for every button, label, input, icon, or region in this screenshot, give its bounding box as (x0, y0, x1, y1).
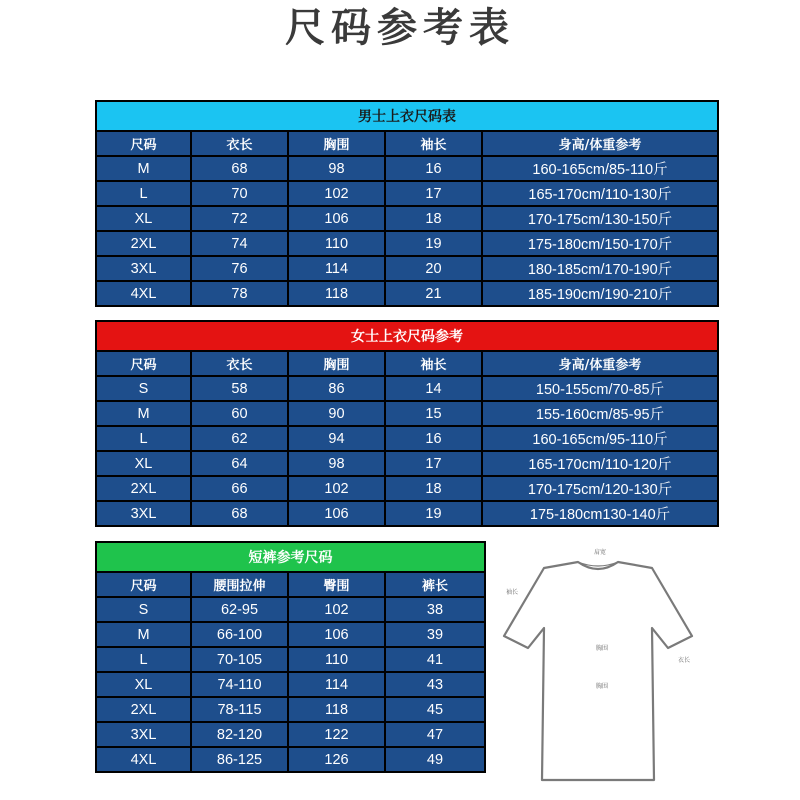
table-row (96, 256, 718, 281)
women-size-table (95, 320, 719, 527)
table-cell: 15 (385, 401, 482, 426)
table-cell: 64 (191, 451, 288, 476)
table-cell: 62-95 (191, 597, 288, 622)
chest-label: 胸围 (596, 645, 609, 652)
table-cell: 3XL (96, 722, 191, 747)
table-cell: 118 (288, 697, 385, 722)
table-cell: 106 (288, 206, 385, 231)
table-row (96, 206, 718, 231)
table-cell: 70-105 (191, 647, 288, 672)
table-cell: 2XL (96, 231, 191, 256)
table-cell: 106 (288, 501, 385, 526)
column-header: 裤长 (385, 572, 485, 597)
table-cell: 76 (191, 256, 288, 281)
table-row (96, 476, 718, 501)
table-cell: 18 (385, 476, 482, 501)
table-cell: 66-100 (191, 622, 288, 647)
tshirt-outline-icon (504, 562, 692, 780)
table-cell: XL (96, 672, 191, 697)
table-cell: 170-175cm/130-150斤 (482, 206, 718, 231)
table-cell: XL (96, 206, 191, 231)
shorts-table-title: 短裤参考尺码 (96, 542, 485, 572)
table-row (96, 722, 485, 747)
table-cell: 98 (288, 451, 385, 476)
women-header-row (96, 351, 718, 376)
table-cell: 74 (191, 231, 288, 256)
table-cell: 20 (385, 256, 482, 281)
column-header: 衣长 (191, 351, 288, 376)
table-cell: 165-170cm/110-130斤 (482, 181, 718, 206)
table-cell: 19 (385, 501, 482, 526)
table-row (96, 647, 485, 672)
table-cell: 49 (385, 747, 485, 772)
table-cell: M (96, 401, 191, 426)
chest-label-lower: 胸围 (596, 683, 609, 690)
table-cell: 86-125 (191, 747, 288, 772)
table-cell: 14 (385, 376, 482, 401)
table-cell: 114 (288, 256, 385, 281)
table-cell: M (96, 156, 191, 181)
table-cell: 175-180cm/150-170斤 (482, 231, 718, 256)
table-cell: 102 (288, 476, 385, 501)
table-cell: 58 (191, 376, 288, 401)
column-header: 身高/体重参考 (482, 131, 718, 156)
men-size-table (95, 100, 719, 307)
table-cell: 70 (191, 181, 288, 206)
table-cell: 122 (288, 722, 385, 747)
table-cell: 110 (288, 231, 385, 256)
table-row (96, 747, 485, 772)
table-cell: 41 (385, 647, 485, 672)
table-cell: 38 (385, 597, 485, 622)
table-row (96, 501, 718, 526)
column-header: 臀围 (288, 572, 385, 597)
table-cell: 175-180cm130-140斤 (482, 501, 718, 526)
table-cell: 16 (385, 156, 482, 181)
table-row (96, 622, 485, 647)
table-cell: 110 (288, 647, 385, 672)
table-cell: 170-175cm/120-130斤 (482, 476, 718, 501)
table-row (96, 156, 718, 181)
table-cell: 185-190cm/190-210斤 (482, 281, 718, 306)
table-cell: 68 (191, 501, 288, 526)
table-cell: 19 (385, 231, 482, 256)
table-cell: 68 (191, 156, 288, 181)
men-table-title: 男士上衣尺码表 (96, 101, 718, 131)
table-cell: 94 (288, 426, 385, 451)
column-header: 尺码 (96, 351, 191, 376)
table-cell: 72 (191, 206, 288, 231)
table-cell: 86 (288, 376, 385, 401)
table-row (96, 231, 718, 256)
table-row (96, 181, 718, 206)
table-cell: 17 (385, 181, 482, 206)
shoulder-width-label: 肩宽 (594, 549, 607, 556)
table-row (96, 672, 485, 697)
table-row (96, 451, 718, 476)
sleeve-length-label: 袖长 (506, 589, 519, 596)
table-cell: 160-165cm/85-110斤 (482, 156, 718, 181)
table-cell: M (96, 622, 191, 647)
table-cell: 102 (288, 597, 385, 622)
table-cell: 66 (191, 476, 288, 501)
table-cell: 45 (385, 697, 485, 722)
women-table-title: 女士上衣尺码参考 (96, 321, 718, 351)
column-header: 腰围拉伸 (191, 572, 288, 597)
table-cell: 2XL (96, 697, 191, 722)
men-header-row (96, 131, 718, 156)
table-cell: S (96, 597, 191, 622)
table-cell: XL (96, 451, 191, 476)
table-cell: 3XL (96, 256, 191, 281)
table-cell: L (96, 647, 191, 672)
table-cell: L (96, 181, 191, 206)
table-cell: 74-110 (191, 672, 288, 697)
table-cell: 3XL (96, 501, 191, 526)
table-cell: L (96, 426, 191, 451)
table-cell: 47 (385, 722, 485, 747)
table-cell: 82-120 (191, 722, 288, 747)
table-row (96, 697, 485, 722)
column-header: 胸围 (288, 351, 385, 376)
table-cell: 114 (288, 672, 385, 697)
table-row (96, 597, 485, 622)
column-header: 胸围 (288, 131, 385, 156)
table-cell: 18 (385, 206, 482, 231)
table-cell: 98 (288, 156, 385, 181)
table-cell: 39 (385, 622, 485, 647)
column-header: 衣长 (191, 131, 288, 156)
column-header: 袖长 (385, 351, 482, 376)
table-cell: 16 (385, 426, 482, 451)
table-cell: 78-115 (191, 697, 288, 722)
table-row (96, 376, 718, 401)
table-cell: 102 (288, 181, 385, 206)
table-cell: 165-170cm/110-120斤 (482, 451, 718, 476)
tshirt-diagram (492, 540, 704, 790)
table-cell: 21 (385, 281, 482, 306)
column-header: 身高/体重参考 (482, 351, 718, 376)
table-cell: 90 (288, 401, 385, 426)
table-cell: S (96, 376, 191, 401)
table-cell: 78 (191, 281, 288, 306)
table-row (96, 401, 718, 426)
table-cell: 106 (288, 622, 385, 647)
table-cell: 17 (385, 451, 482, 476)
table-cell: 4XL (96, 281, 191, 306)
shorts-size-table (95, 541, 486, 773)
table-cell: 62 (191, 426, 288, 451)
table-cell: 4XL (96, 747, 191, 772)
table-cell: 160-165cm/95-110斤 (482, 426, 718, 451)
table-cell: 2XL (96, 476, 191, 501)
shorts-header-row (96, 572, 485, 597)
table-row (96, 281, 718, 306)
column-header: 尺码 (96, 572, 191, 597)
table-cell: 180-185cm/170-190斤 (482, 256, 718, 281)
page-title: 尺码参考表 (285, 5, 515, 51)
table-cell: 43 (385, 672, 485, 697)
table-cell: 60 (191, 401, 288, 426)
table-cell: 150-155cm/70-85斤 (482, 376, 718, 401)
column-header: 尺码 (96, 131, 191, 156)
table-cell: 126 (288, 747, 385, 772)
table-cell: 155-160cm/85-95斤 (482, 401, 718, 426)
table-row (96, 426, 718, 451)
body-length-label: 衣长 (678, 657, 691, 664)
table-cell: 118 (288, 281, 385, 306)
column-header: 袖长 (385, 131, 482, 156)
